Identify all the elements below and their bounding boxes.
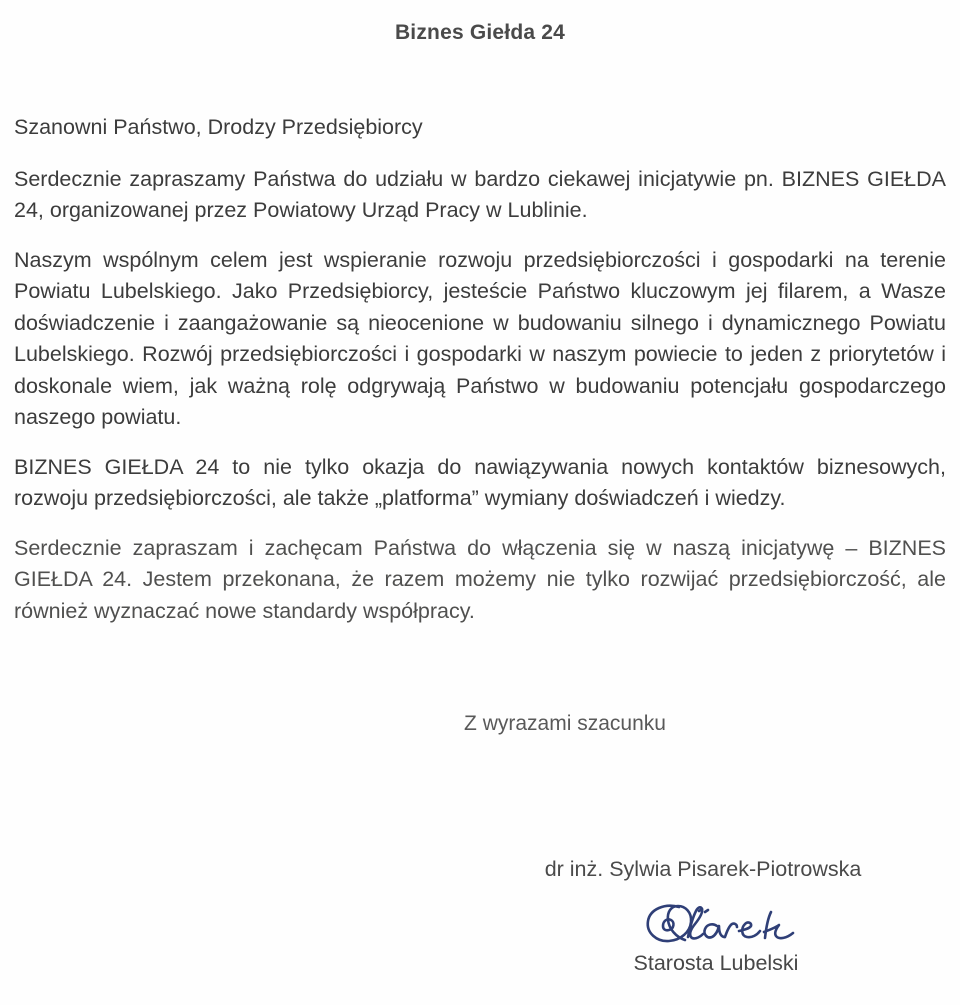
- page-title: Biznes Giełda 24: [394, 21, 566, 44]
- signatory-name-text: dr inż. Sylwia Pisarek-Piotrowska: [544, 857, 862, 881]
- letter-paragraph-4: Serdecznie zapraszam i zachęcam Państwa do włączenia się w naszą inicjatywę – BIZNES GIEŁDA 24. Jestem przekonana, że razem możemy nie tylko rozwijać przedsiębiorczość, ale również wyznaczać nowe standardy współpracy.: [14, 535, 946, 623]
- letter-paragraph-3: BIZNES GIEŁDA 24 to nie tylko okazja do nawiązywania nowych kontaktów biznesowych, rozwoju przedsiębiorczości, ale także „platforma” wymiany doświadczeń i wiedzy.: [14, 454, 946, 510]
- letter-greeting: Szanowni Państwo, Drodzy Przedsiębiorcy: [14, 115, 423, 139]
- signatory-role-text: Starosta Lubelski: [633, 951, 799, 975]
- letter-body: [14, 112, 946, 627]
- letter-closing-text: Z wyrazami szacunku: [464, 712, 666, 735]
- letter-paragraph-2: Naszym wspólnym celem jest wspieranie rozwoju przedsiębiorczości i gospodarki na terenie Powiatu Lubelskiego. Jako Przedsiębiorcy, jesteście Państwo kluczowym jej filarem, a Wasze doświadczenie i zaangażowanie są nieocenione w budowaniu silnego i dynamicznego Powiatu Lubelskiego. Rozwój przedsiębiorczości i gospodarki w naszym powiecie to jeden z priorytetów i doskonale wiem, jak ważną rolę odgrywają Państwo w budowaniu potencjału gospodarczego naszego powiatu.: [14, 247, 946, 429]
- letter-closing: [0, 712, 960, 736]
- letter-paragraph-1: Serdecznie zapraszamy Państwa do udziału w bardzo ciekawej inicjatywie pn. BIZNES GIEŁDA 24, organizowanej przez Powiatowy Urząd Pracy w Lublinie.: [14, 166, 946, 222]
- signatory-role: [0, 951, 960, 976]
- handwritten-signature-icon: [633, 893, 813, 951]
- signatory-name: [0, 857, 960, 882]
